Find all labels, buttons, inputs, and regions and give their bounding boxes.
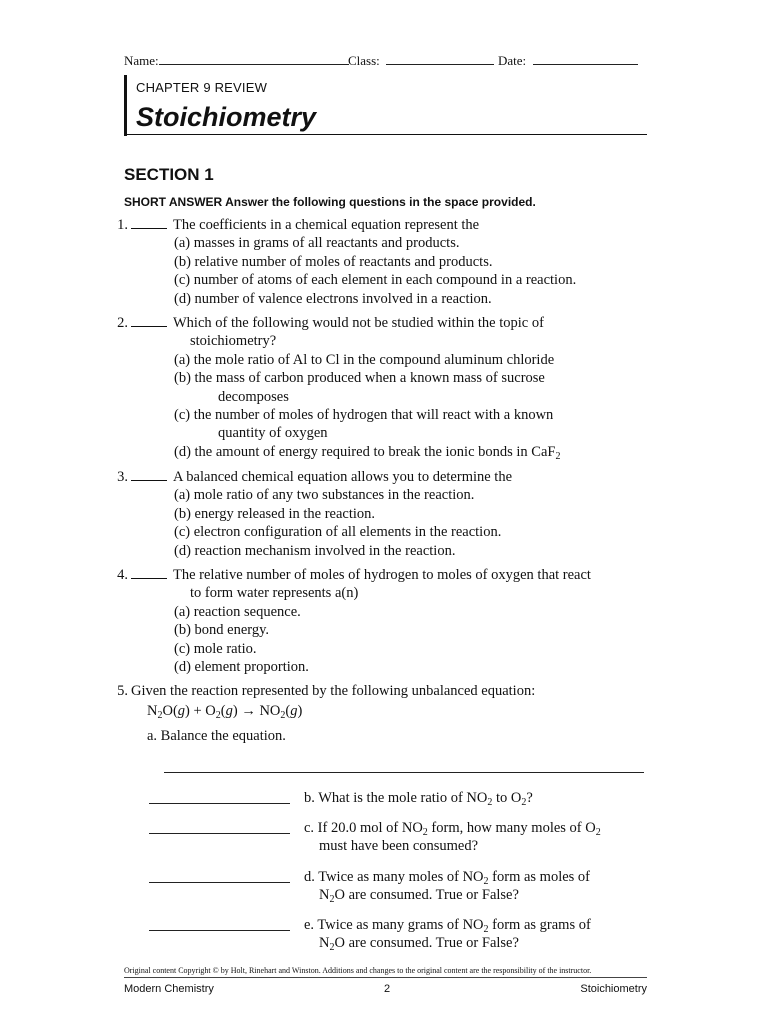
question-number: 1.: [117, 217, 128, 233]
question-text: The coefficients in a chemical equation represent the: [173, 217, 480, 233]
part-e: e. Twice as many grams of $NO_2$ form as grams of $N_2O$ are consumed. True or False?: [304, 917, 591, 954]
option-b: (b) bond energy.: [174, 622, 270, 639]
footer-left: Modern Chemistry: [124, 983, 214, 995]
option-c: (c) electron configuration of all elements in the reaction.: [174, 524, 502, 541]
class-line: [386, 52, 494, 65]
option-c-cont: quantity of oxygen: [218, 425, 328, 442]
question-2: [108, 313, 560, 461]
question-text: A balanced chemical equation allows you to determine the: [173, 469, 513, 485]
answer-blank[interactable]: [131, 215, 167, 229]
equation: $N_2O(g) + O_2(g) \to NO_2(g)$: [147, 703, 303, 722]
option-c: (c) mole ratio.: [174, 640, 257, 657]
chapter-label: CHAPTER 9 REVIEW: [136, 80, 268, 95]
class-field[interactable]: [348, 52, 494, 69]
date-field[interactable]: [498, 52, 638, 69]
question-1: [108, 215, 576, 308]
name-field[interactable]: [124, 52, 349, 69]
question-text: The relative number of moles of hydrogen to moles of oxygen that react: [173, 567, 591, 583]
option-d: (d) reaction mechanism involved in the reaction.: [174, 542, 456, 559]
answer-line-e[interactable]: [149, 930, 290, 931]
question-text-cont: stoichiometry?: [190, 333, 277, 350]
option-c: (c) number of atoms of each element in each compound in a reaction.: [174, 272, 577, 289]
option-b: (b) relative number of moles of reactants and products.: [174, 253, 493, 270]
question-number: 3.: [117, 469, 128, 485]
question-4: [108, 565, 591, 676]
answer-line-b[interactable]: [149, 803, 290, 804]
footer-rule: [124, 977, 647, 978]
answer-line-c[interactable]: [149, 833, 290, 834]
question-text: Given the reaction represented by the following unbalanced equation:: [131, 683, 536, 699]
option-b: (b) the mass of carbon produced when a known mass of sucrose: [174, 370, 545, 387]
part-a-text: a. Balance the equation.: [147, 727, 286, 744]
footer-copyright: Original content Copyright © by Holt, Rinehart and Winston. Additions and changes to the original content are the responsibility of the instructor.: [124, 966, 592, 975]
instructions: SHORT ANSWER Answer the following questions in the space provided.: [124, 195, 536, 209]
option-c: (c) the number of moles of hydrogen that will react with a known: [174, 407, 554, 424]
question-number: 4.: [117, 567, 128, 583]
date-label: Date:: [498, 53, 527, 68]
page-number: 2: [384, 983, 391, 995]
option-b-cont: decomposes: [218, 388, 289, 405]
part-b: b. What is the mole ratio of $NO_2$ to $O_2$?: [304, 790, 533, 808]
footer-right: Stoichiometry: [580, 983, 647, 995]
class-label: Class:: [348, 53, 380, 68]
question-text-cont: to form water represents a(n): [190, 585, 359, 602]
option-d: (d) the amount of energy required to break the ionic bonds in CaF$_2$: [174, 443, 561, 462]
option-a: (a) mole ratio of any two substances in the reaction.: [174, 487, 475, 504]
answer-blank[interactable]: [131, 565, 167, 579]
option-d: (d) element proportion.: [174, 659, 309, 676]
answer-blank[interactable]: [131, 467, 167, 481]
question-number: 5.: [117, 683, 128, 699]
option-a: (a) masses in grams of all reactants and products.: [174, 235, 460, 252]
section-title: SECTION 1: [124, 165, 214, 184]
part-d: d. Twice as many moles of $NO_2$ form as moles of $N_2O$ are consumed. True or False?: [304, 869, 591, 906]
option-a: (a) reaction sequence.: [174, 603, 301, 620]
question-number: 2.: [117, 315, 128, 331]
part-c: c. If 20.0 mol of $NO_2$ form, how many moles of $O_2$ must have been consumed?: [304, 820, 601, 855]
chapter-bar: [124, 75, 127, 136]
chapter-title: Stoichiometry: [136, 102, 317, 132]
question-5: [108, 682, 535, 745]
option-b: (b) energy released in the reaction.: [174, 505, 376, 522]
name-line: [159, 52, 349, 65]
date-line: [533, 52, 638, 65]
answer-line-d[interactable]: [149, 882, 290, 883]
option-a: (a) the mole ratio of Al to Cl in the compound aluminum chloride: [174, 351, 555, 368]
name-label: Name:: [124, 53, 159, 68]
answer-blank[interactable]: [131, 313, 167, 327]
option-d: (d) number of valence electrons involved in a reaction.: [174, 290, 492, 307]
question-3: [108, 467, 512, 560]
chapter-rule: [124, 134, 647, 135]
answer-line-a[interactable]: [164, 772, 644, 773]
question-text: Which of the following would not be studied within the topic of: [173, 315, 544, 331]
